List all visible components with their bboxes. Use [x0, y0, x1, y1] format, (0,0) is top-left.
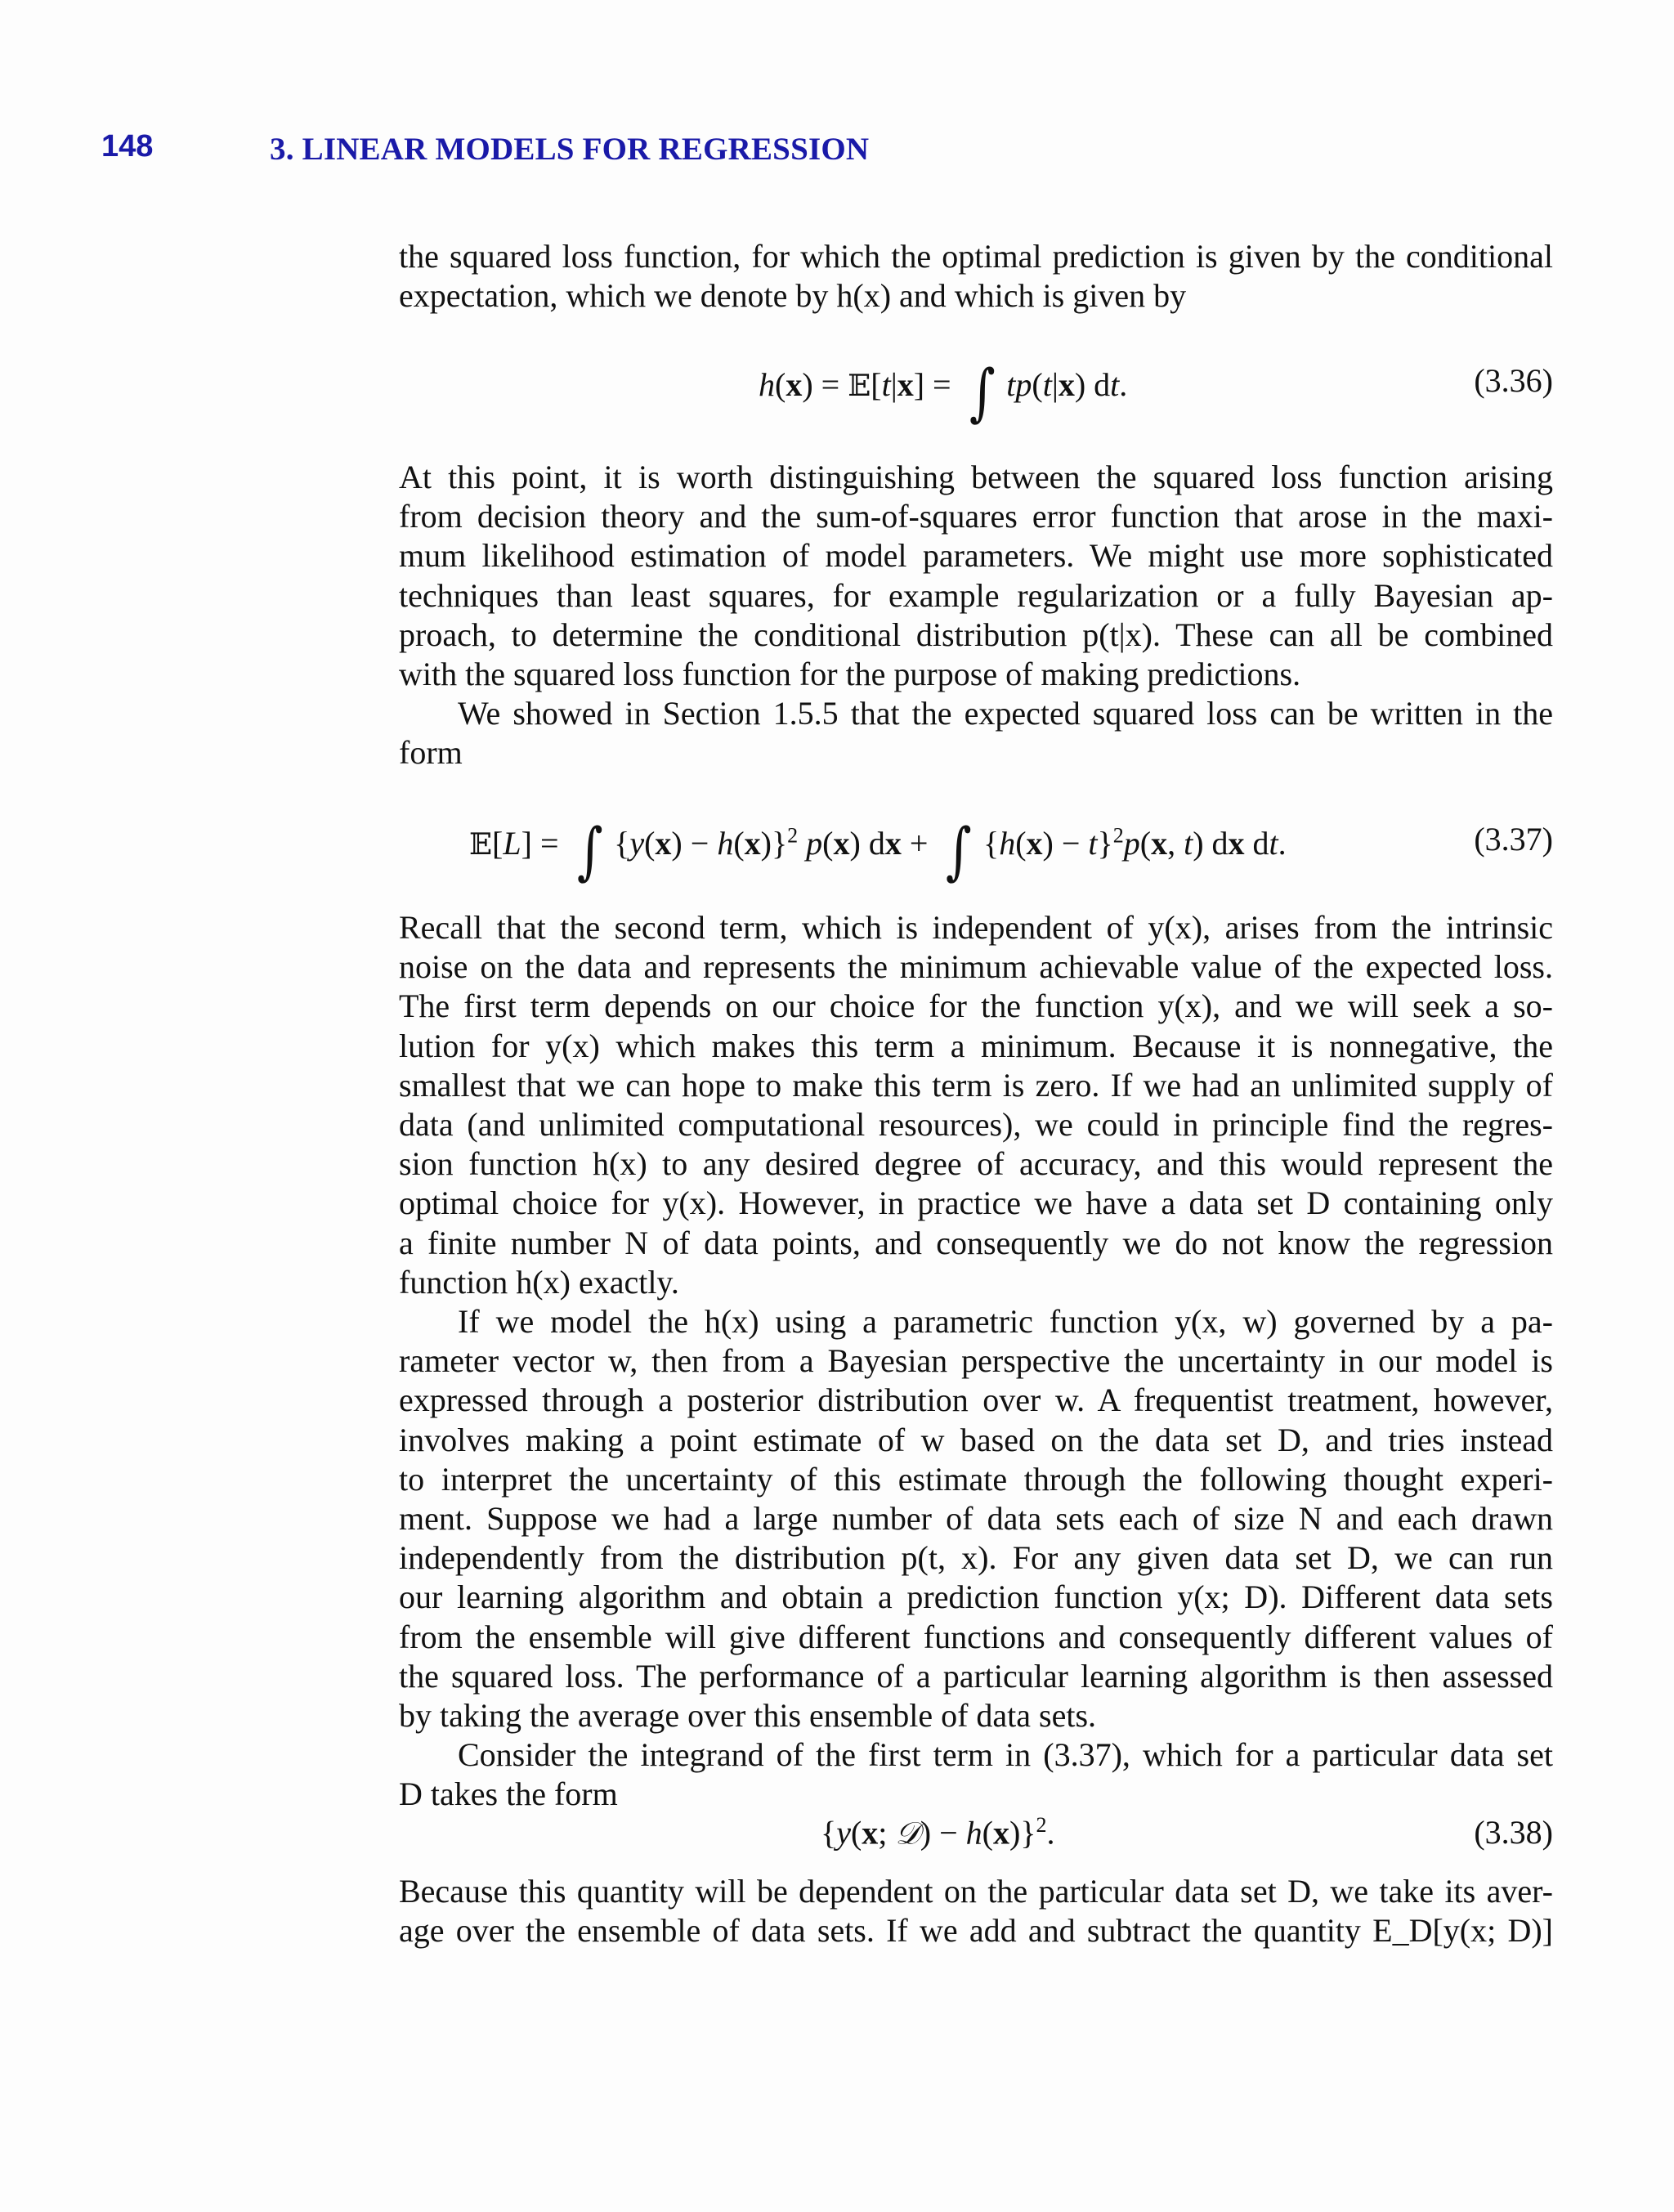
paragraph-second-term — [399, 908, 1553, 1302]
text-line: a finite number N of data points, and consequently we do not know the regression — [399, 1224, 1553, 1261]
text-line: Because this quantity will be dependent on the particular data set D, we take its aver- — [399, 1873, 1553, 1910]
text-line: data (and unlimited computational resources), we could in principle find the regres- — [399, 1106, 1553, 1144]
text-line: from decision theory and the sum-of-squares error function that arose in the maxi- — [399, 498, 1553, 535]
text-line: with the squared loss function for the purpose of making predictions. — [399, 656, 1301, 693]
text-line: rameter vector w, then from a Bayesian perspective the uncertainty in our model is — [399, 1342, 1553, 1380]
text-line: mum likelihood estimation of model parameters. We might use more sophisticated — [399, 537, 1553, 575]
text-line: proach, to determine the conditional distribution p(t|x). These can all be combined — [399, 616, 1553, 653]
text-line: Recall that the second term, which is independent of y(x), arises from the intrinsic — [399, 909, 1553, 946]
text-line: the squared loss. The performance of a particular learning algorithm is then assessed — [399, 1657, 1553, 1695]
equation-body: 𝔼[L] = ∫ $\{y(x) - h(x)\}^2$ p(x) dx + ∫ $\{h(x) - t\}^2p(x$, t) dx dt. — [469, 814, 1287, 887]
text-line: form — [399, 734, 463, 772]
text-line: optimal choice for y(x). However, in practice we have a data set D containing only — [399, 1184, 1553, 1222]
equation-number: (3.38) — [1474, 1814, 1553, 1851]
text-line: At this point, it is worth distinguishing between the squared loss function arising — [399, 459, 1553, 495]
equation-number: (3.36) — [1474, 362, 1553, 399]
text-line: expressed through a posterior distribution over w. A frequentist treatment, however, — [399, 1381, 1553, 1419]
equation-body: h(x) = 𝔼[t|x] = ∫ tp(t|x) dt. — [759, 356, 1128, 428]
paragraph-integrand — [399, 1735, 1553, 1814]
text-line: expectation, which we denote by h(x) and which is given by — [399, 277, 1187, 315]
text-line: ment. Suppose we had a large number of data sets each of size N and each drawn — [399, 1500, 1553, 1538]
paragraph-distinguishing — [399, 458, 1553, 694]
text-line: by taking the average over this ensemble of data sets. — [399, 1697, 1097, 1735]
text-line: Consider the integrand of the first term in (3.37), which for a particular data set — [458, 1736, 1553, 1773]
equation-number: (3.37) — [1474, 821, 1553, 857]
paragraph-expected-loss — [399, 694, 1553, 772]
text-line: our learning algorithm and obtain a prediction function y(x; D). Different data sets — [399, 1578, 1553, 1616]
text-line: We showed in Section 1.5.5 that the expected squared loss can be written in the — [458, 695, 1553, 732]
paragraph-frequentist — [399, 1302, 1553, 1735]
text-line: function h(x) exactly. — [399, 1263, 679, 1301]
text-line: age over the ensemble of data sets. If we add and subtract the quantity E_D[y(x; D)] — [399, 1912, 1553, 1950]
equation-3-38 — [399, 1813, 1553, 1878]
text-line: techniques than least squares, for example regularization or a fully Bayesian ap- — [399, 576, 1553, 614]
equation-3-37 — [399, 814, 1553, 887]
chapter-title: 3. LINEAR MODELS FOR REGRESSION — [270, 132, 870, 167]
paragraph-average — [399, 1872, 1553, 1950]
equation-3-36 — [399, 356, 1553, 428]
page-number: 148 — [101, 129, 154, 163]
text-line: The first term depends on our choice for the function y(x), and we will seek a so- — [399, 987, 1553, 1025]
text-line: from the ensemble will give different functions and consequently different values of — [399, 1618, 1553, 1655]
equation-body: {y(x; 𝒟) − h(x)}$^2$. — [821, 1813, 1055, 1852]
text-line: If we model the h(x) using a parametric function y(x, w) governed by a pa- — [458, 1303, 1553, 1340]
text-line: smallest that we can hope to make this term is zero. If we had an unlimited supply of — [399, 1066, 1553, 1104]
text-line: noise on the data and represents the minimum achievable value of the expected loss. — [399, 948, 1553, 986]
text-line: the squared loss function, for which the optimal prediction is given by the conditional — [399, 238, 1553, 275]
text-line: lution for y(x) which makes this term a minimum. Because it is nonnegative, the — [399, 1027, 1553, 1064]
text-line: sion function h(x) to any desired degree of accuracy, and this would represent the — [399, 1145, 1553, 1183]
text-line: to interpret the uncertainty of this estimate through the following thought experi- — [399, 1460, 1553, 1498]
text-line: involves making a point estimate of w based on the data set D, and tries instead — [399, 1421, 1553, 1458]
paragraph-intro — [399, 237, 1553, 316]
text-line: independently from the distribution p(t, x). For any given data set D, we can run — [399, 1539, 1553, 1577]
text-line: D takes the form — [399, 1775, 618, 1813]
